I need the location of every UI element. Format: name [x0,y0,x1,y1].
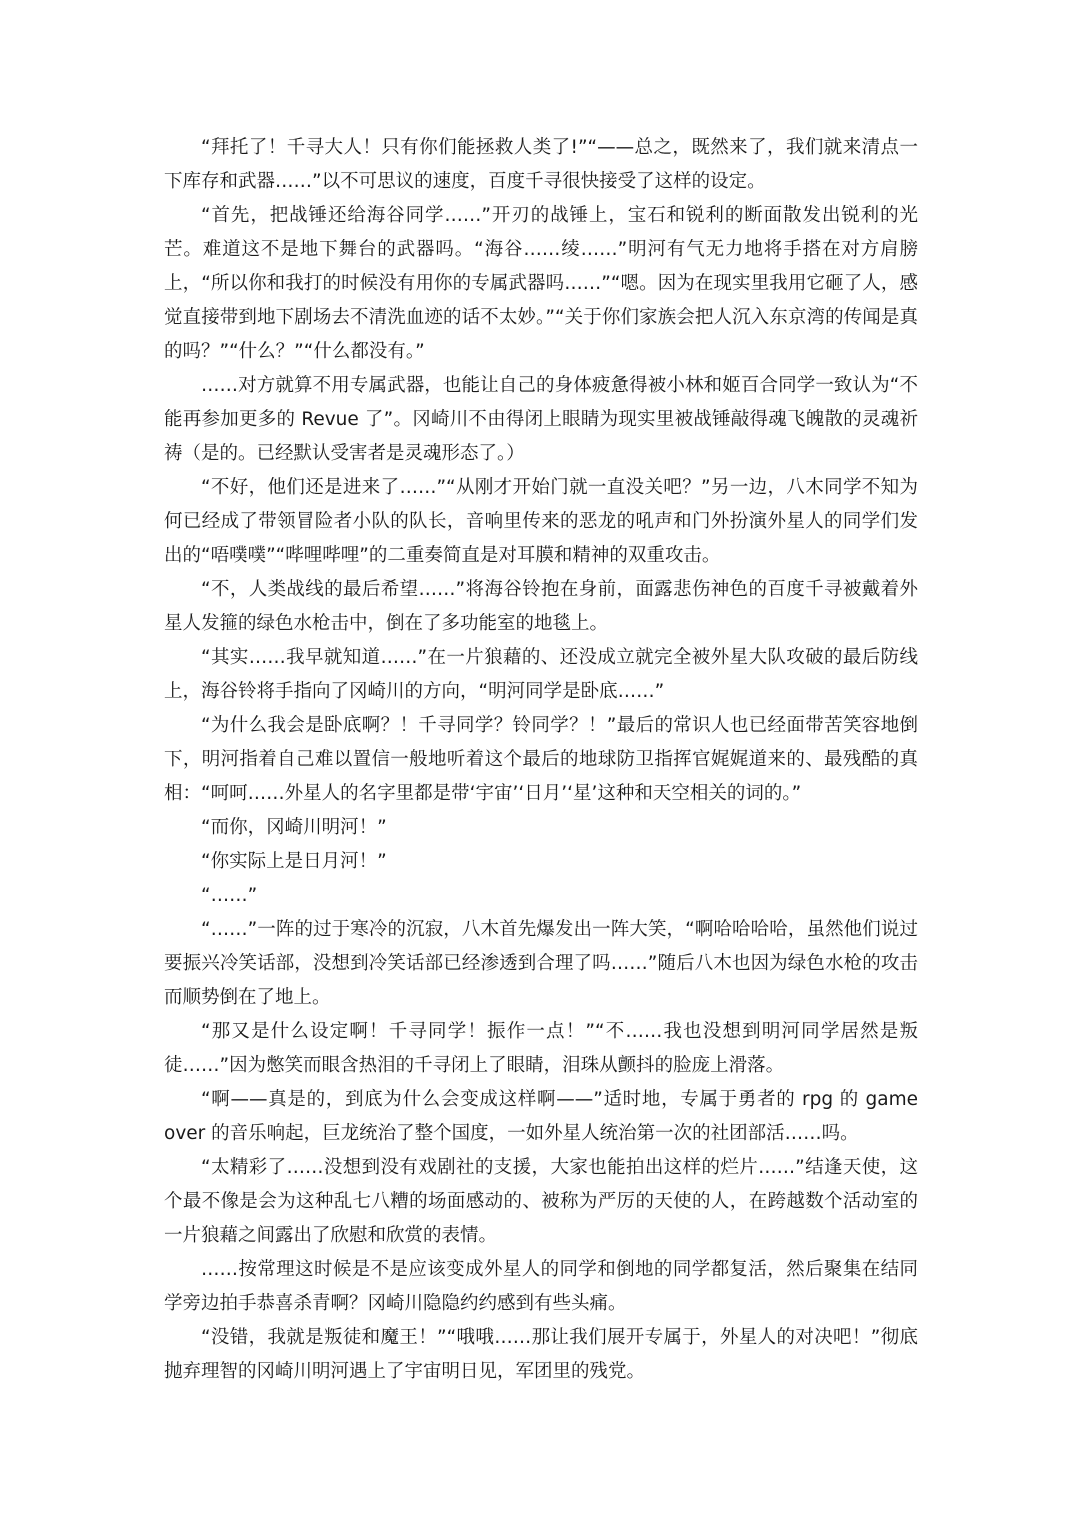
paragraph: “……” [201,885,258,906]
paragraph: “啊——真是的，到底为什么会变成这样啊——”适时地，专属于勇者的 rpg 的 game over 的音乐响起，巨龙统治了整个国度，一如外星人统治第一次的社团部活……吗。 [164,1089,918,1144]
paragraph: ……按常理这时候是不是应该变成外星人的同学和倒地的同学都复活，然后聚集在结同学旁边拍手恭喜杀青啊？冈崎川隐隐约约感到有些头痛。 [164,1259,918,1314]
paragraph: “不，人类战线的最后希望……”将海谷铃抱在身前，面露悲伤神色的百度千寻被戴着外星人发箍的绿色水枪击中，倒在了多功能室的地毯上。 [164,579,918,634]
paragraph: “太精彩了……没想到没有戏剧社的支援，大家也能拍出这样的烂片……”结逢天使，这个最不像是会为这种乱七八糟的场面感动的、被称为严厉的天使的人，在跨越数个活动室的一片狼藉之间露出了欣慰和欣赏的表情。 [164,1157,918,1246]
body-text [164,131,918,1389]
paragraph: “没错，我就是叛徒和魔王！”“哦哦……那让我们展开专属于，外星人的对决吧！”彻底抛弃理智的冈崎川明河遇上了宇宙明日见，军团里的残党。 [164,1327,918,1382]
paragraph: “那又是什么设定啊！千寻同学！振作一点！”“不……我也没想到明河同学居然是叛徒……”因为憋笑而眼含热泪的千寻闭上了眼睛，泪珠从颤抖的脸庞上滑落。 [164,1021,918,1076]
paragraph: “为什么我会是卧底啊？！千寻同学？铃同学？！”最后的常识人也已经面带苦笑容地倒下，明河指着自己难以置信一般地听着这个最后的地球防卫指挥官娓娓道来的、最残酷的真相：“呵呵……外星人的名字里都是带‘宇宙’‘日月’‘星’这种和天空相关的词的。” [164,715,918,804]
paragraph: ……对方就算不用专属武器，也能让自己的身体疲惫得被小林和姬百合同学一致认为“不能再参加更多的 Revue 了”。冈崎川不由得闭上眼睛为现实里被战锤敲得魂飞魄散的灵魂祈祷（是的。已经默认受害者是灵魂形态了。） [164,375,918,464]
paragraph: “不好，他们还是进来了……”“从刚才开始门就一直没关吧？”另一边，八木同学不知为何已经成了带领冒险者小队的队长，音响里传来的恶龙的吼声和门外扮演外星人的同学们发出的“唔噗噗”“哔哩哔哩”的二重奏简直是对耳膜和精神的双重攻击。 [164,477,918,566]
paragraph: “……”一阵的过于寒冷的沉寂，八木首先爆发出一阵大笑，“啊哈哈哈哈，虽然他们说过要振兴冷笑话部，没想到冷笑话部已经渗透到合理了吗……”随后八木也因为绿色水枪的攻击而顺势倒在了地上。 [164,919,918,1008]
paragraph: “首先，把战锤还给海谷同学……”开刃的战锤上，宝石和锐利的断面散发出锐利的光芒。难道这不是地下舞台的武器吗。“海谷……绫……”明河有气无力地将手搭在对方肩膀上，“所以你和我打的时候没有用你的专属武器吗……”“嗯。因为在现实里我用它砸了人，感觉直接带到地下剧场去不清洗血迹的话不太妙。”“关于你们家族会把人沉入东京湾的传闻是真的吗？”“什么？”“什么都没有。” [164,205,918,362]
paragraph: “其实……我早就知道……”在一片狼藉的、还没成立就完全被外星大队攻破的最后防线上，海谷铃将手指向了冈崎川的方向，“明河同学是卧底……” [164,647,918,702]
paragraph: “拜托了！千寻大人！只有你们能拯救人类了!”“——总之，既然来了，我们就来清点一下库存和武器……”以不可思议的速度，百度千寻很快接受了这样的设定。 [164,137,918,192]
paragraph: “你实际上是日月河！” [201,851,387,872]
paragraph: “而你，冈崎川明河！” [201,817,387,838]
